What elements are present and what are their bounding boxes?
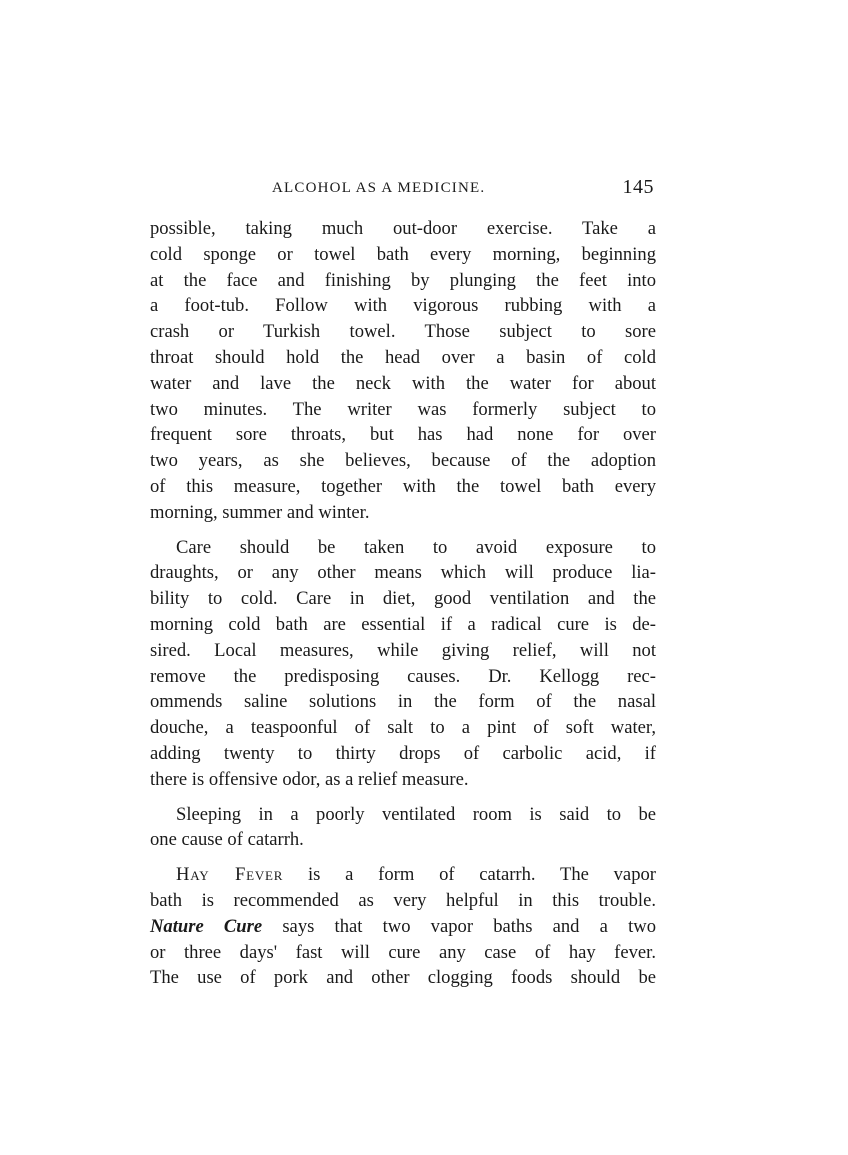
text-line: possible, taking much out-door exercise. Take a [150, 218, 656, 239]
text-line: or three days' fast will cure any case of hay fever. [150, 941, 656, 963]
text-line: bath is recommended as very helpful in this trouble. [150, 889, 656, 911]
running-title: ALCOHOL AS A MEDICINE. [272, 180, 486, 196]
book-page [150, 176, 656, 991]
text-line: at the face and finishing by plunging the feet into [150, 269, 656, 291]
text-line: douche, a teaspoonful of salt to a pint of soft water, [150, 717, 656, 739]
text-line [150, 862, 656, 888]
text-line: morning, summer and winter. [150, 501, 370, 523]
text-fragment: says that two vapor baths and a two [262, 915, 656, 937]
text-line: remove the predisposing causes. Dr. Kellogg rec- [150, 665, 656, 687]
text-line: cold sponge or towel bath every morning, beginning [150, 243, 656, 265]
text-fragment: is a form of catarrh. The vapor [283, 864, 656, 886]
text-line: a foot-tub. Follow with vigorous rubbing with a [150, 295, 656, 317]
running-head [150, 176, 656, 210]
text-line: ommends saline solutions in the form of the nasal [150, 691, 656, 713]
text-line: bility to cold. Care in diet, good ventilation and the [150, 588, 656, 610]
text-line: there is offensive odor, as a relief measure. [150, 768, 469, 790]
text-line: Care should be taken to avoid exposure to [176, 536, 656, 558]
journal-title: Nature Cure [150, 915, 263, 937]
text-line: adding twenty to thirty drops of carbolic acid, if [150, 742, 656, 764]
page-number: 145 [622, 176, 654, 198]
section-heading-hay-fever: Hay Fever [176, 864, 284, 886]
text-line: Sleeping in a poorly ventilated room is said to be [176, 803, 656, 825]
text-line: two years, as she believes, because of the adoption [150, 450, 656, 472]
text-line: two minutes. The writer was formerly subject to [150, 398, 656, 420]
paragraph-exercise [150, 216, 656, 526]
text-line: crash or Turkish towel. Those subject to sore [150, 321, 656, 343]
text-line: throat should hold the head over a basin of cold [150, 346, 656, 368]
text-line [150, 914, 656, 940]
text-line: one cause of catarrh. [150, 829, 304, 851]
text-line: draughts, or any other means which will produce lia- [150, 562, 656, 584]
text-line: sired. Local measures, while giving relief, will not [150, 639, 656, 661]
text-line: The use of pork and other clogging foods should be [150, 967, 656, 989]
text-line: of this measure, together with the towel bath every [150, 475, 656, 497]
paragraph-sleeping [150, 802, 656, 854]
paragraph-hay-fever [150, 862, 656, 991]
text-line: morning cold bath are essential if a radical cure is de- [150, 613, 656, 635]
text-line: water and lave the neck with the water for about [150, 372, 656, 394]
paragraph-care [150, 535, 656, 793]
text-line: frequent sore throats, but has had none for over [150, 424, 656, 446]
